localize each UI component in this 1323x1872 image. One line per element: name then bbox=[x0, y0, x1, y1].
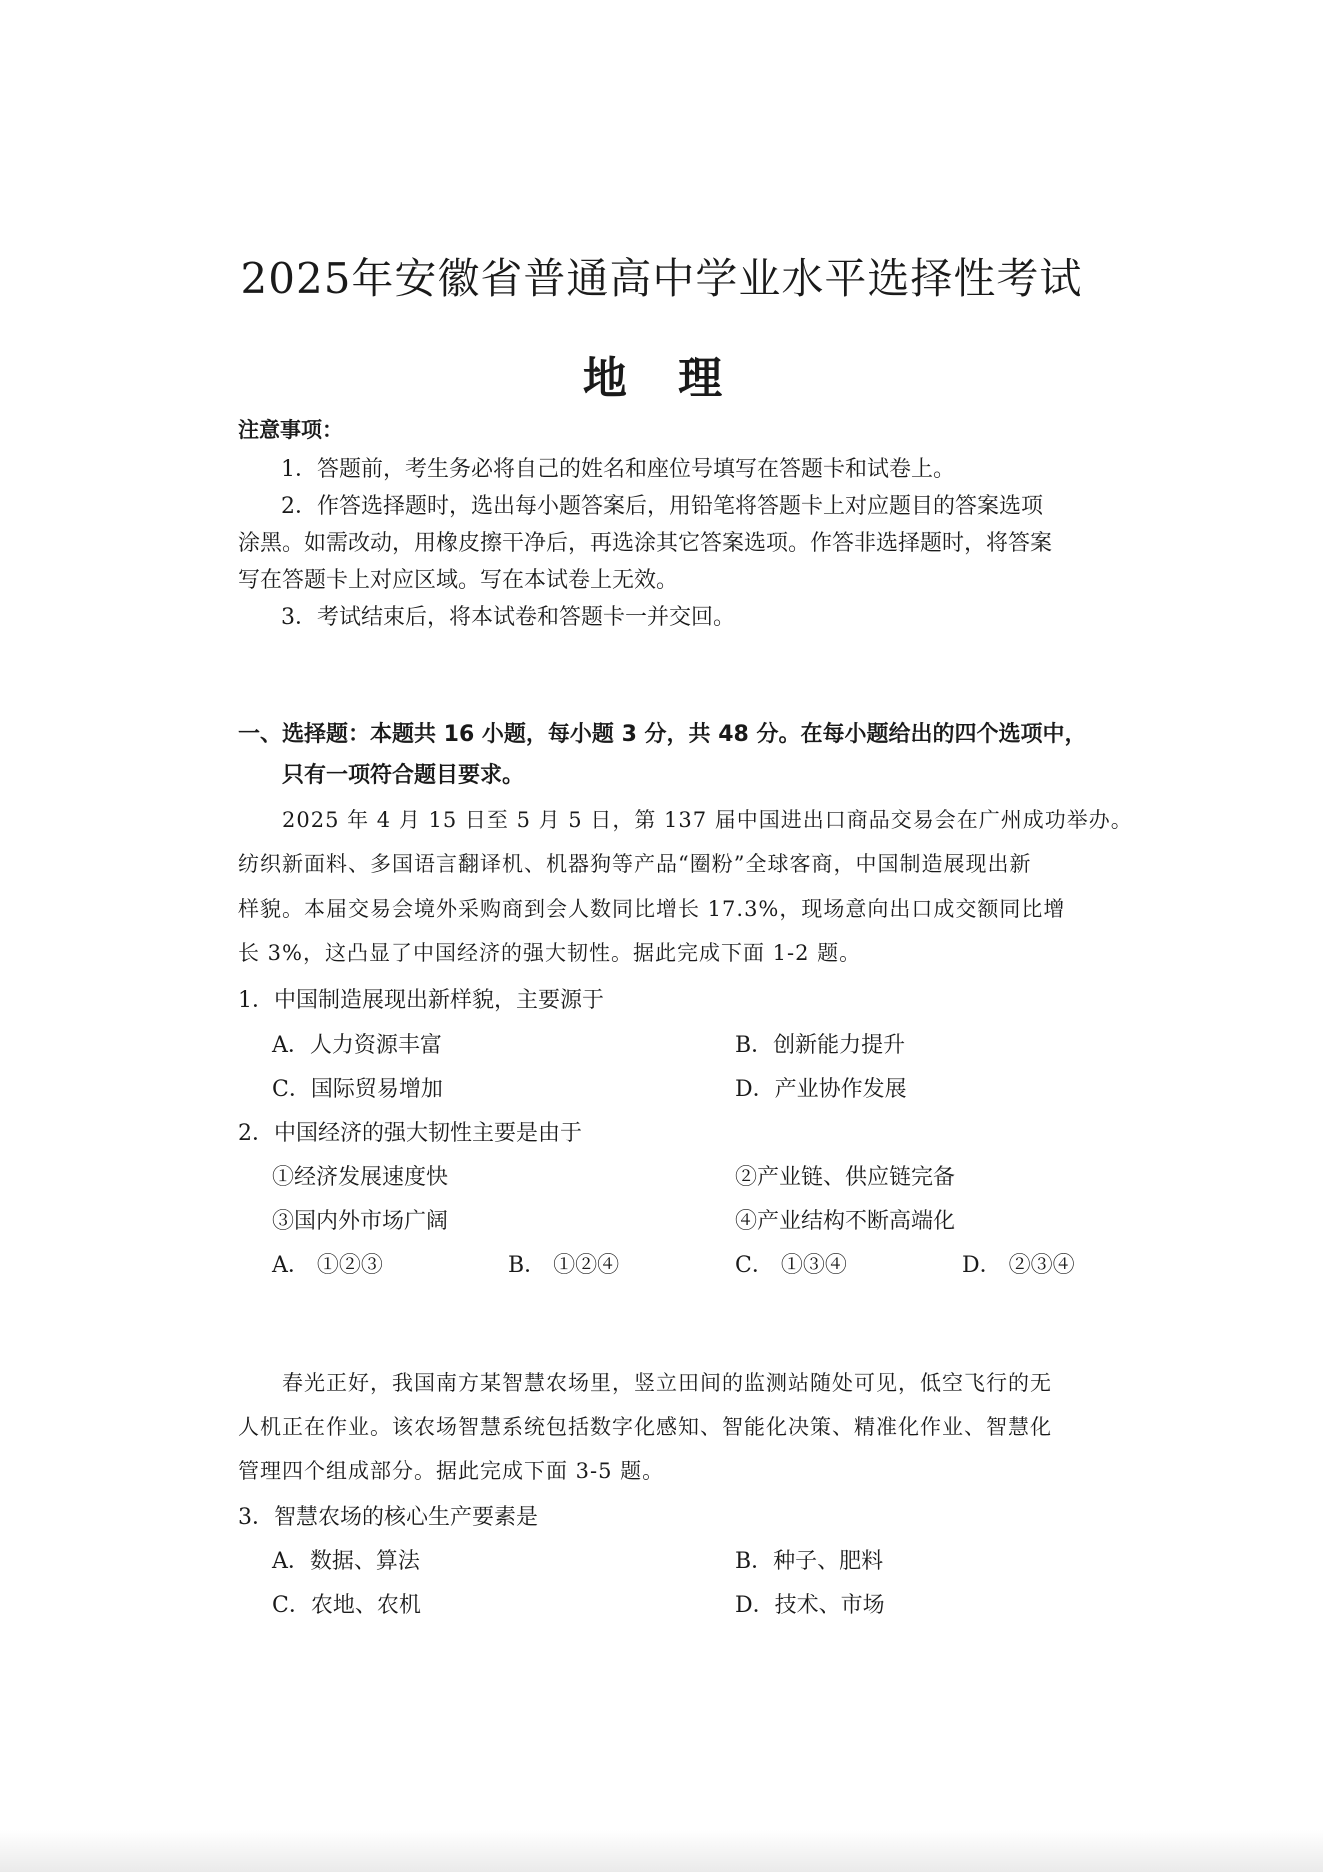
notice-line: 1．答题前，考生务必将自己的姓名和座位号填写在答题卡和试卷上。 bbox=[281, 457, 955, 482]
option-c: C．农地、农机 bbox=[272, 1593, 421, 1618]
statement-3: ③国内外市场广阔 bbox=[272, 1209, 449, 1234]
passage-line: 纺织新面料、多国语言翻译机、机器狗等产品“圈粉”全球客商，中国制造展现出新 bbox=[238, 852, 1032, 876]
passage-line: 长 3%，这凸显了中国经济的强大韧性。据此完成下面 1-2 题。 bbox=[238, 941, 862, 965]
option-b: B．创新能力提升 bbox=[735, 1033, 906, 1058]
notice-line: 写在答题卡上对应区域。写在本试卷上无效。 bbox=[238, 568, 679, 593]
option-a: A． ①②③ bbox=[272, 1253, 383, 1278]
notice-line: 2．作答选择题时，选出每小题答案后，用铅笔将答题卡上对应题目的答案选项 bbox=[281, 494, 1043, 519]
option-b: B．种子、肥料 bbox=[735, 1549, 884, 1574]
passage-line: 2025 年 4 月 15 日至 5 月 5 日，第 137 届中国进出口商品交易会在广州成功举办。 bbox=[282, 808, 1133, 832]
option-b: B． ①②④ bbox=[508, 1253, 620, 1278]
exam-title: 2025年安徽省普通高中学业水平选择性考试 bbox=[240, 254, 1083, 303]
notice-heading: 注意事项： bbox=[238, 418, 343, 442]
question-stem: 3．智慧农场的核心生产要素是 bbox=[238, 1505, 538, 1530]
option-d: D．技术、市场 bbox=[735, 1593, 885, 1618]
option-c: C． ①③④ bbox=[735, 1253, 847, 1278]
option-a: A．人力资源丰富 bbox=[272, 1033, 442, 1058]
option-a: A．数据、算法 bbox=[272, 1549, 420, 1574]
passage-line: 春光正好，我国南方某智慧农场里，竖立田间的监测站随处可见，低空飞行的无 bbox=[282, 1371, 1052, 1395]
passage-line: 管理四个组成部分。据此完成下面 3-5 题。 bbox=[238, 1459, 665, 1483]
passage-line: 样貌。本届交易会境外采购商到会人数同比增长 17.3%，现场意向出口成交额同比增 bbox=[238, 897, 1066, 921]
section-heading: 一、选择题：本题共 16 小题，每小题 3 分，共 48 分。在每小题给出的四个选项中， bbox=[238, 722, 1087, 747]
question-stem: 2．中国经济的强大韧性主要是由于 bbox=[238, 1121, 582, 1146]
subject-title: 地 理 bbox=[582, 353, 741, 404]
statement-2: ②产业链、供应链完备 bbox=[735, 1165, 956, 1190]
passage-line: 人机正在作业。该农场智慧系统包括数字化感知、智能化决策、精准化作业、智慧化 bbox=[238, 1415, 1052, 1439]
option-d: D．产业协作发展 bbox=[735, 1077, 907, 1102]
section-heading-cont: 只有一项符合题目要求。 bbox=[282, 763, 525, 788]
notice-line: 涂黑。如需改动，用橡皮擦干净后，再选涂其它答案选项。作答非选择题时，将答案 bbox=[238, 531, 1053, 556]
question-stem: 1．中国制造展现出新样貌，主要源于 bbox=[238, 988, 604, 1013]
statement-1: ①经济发展速度快 bbox=[272, 1165, 449, 1190]
notice-line: 3．考试结束后，将本试卷和答题卡一并交回。 bbox=[281, 605, 735, 630]
option-c: C．国际贸易增加 bbox=[272, 1077, 443, 1102]
statement-4: ④产业结构不断高端化 bbox=[735, 1209, 956, 1234]
page-edge-shadow bbox=[0, 1830, 1323, 1872]
option-d: D． ②③④ bbox=[962, 1253, 1075, 1278]
